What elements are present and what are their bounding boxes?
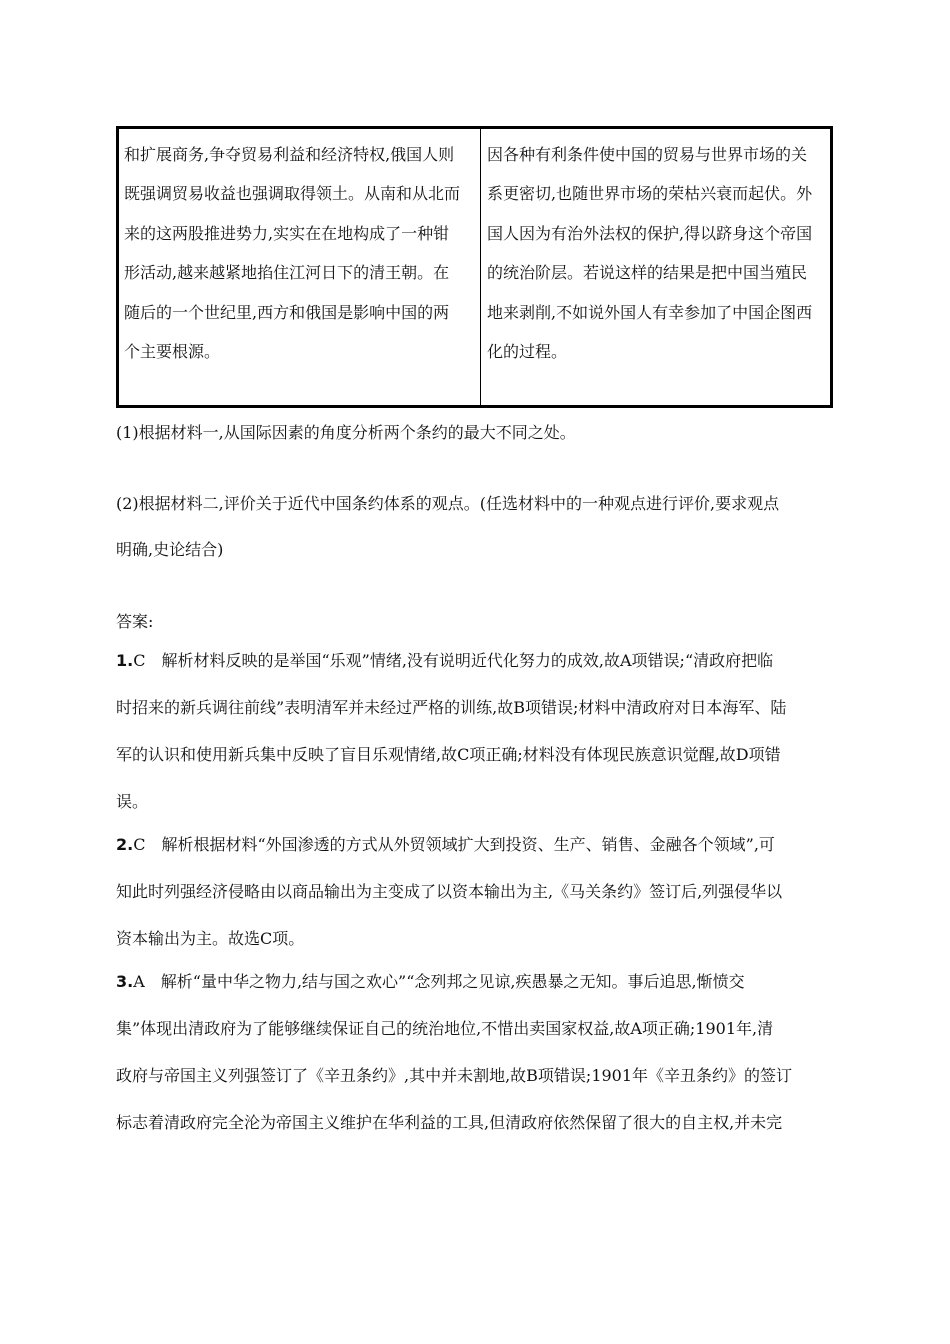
table-line: 系更密切,也随世界市场的荣枯兴衰而起伏。外	[487, 184, 813, 204]
table-line: 因各种有利条件使中国的贸易与世界市场的关	[487, 145, 808, 164]
answer-3-number: 3.	[116, 972, 134, 991]
answer-1-line: 军的认识和使用新兵集中反映了盲目乐观情绪,故C项正确;材料没有体现民族意识觉醒,故D项错	[116, 745, 781, 764]
table-cell-left	[119, 129, 481, 405]
table-line: 形活动,越来越紧地掐住江河日下的清王朝。在	[124, 263, 450, 283]
material-table	[116, 126, 833, 408]
question-2-line1: (2)根据材料二,评价关于近代中国条约体系的观点。(任选材料中的一种观点进行评价,要求观点	[116, 494, 780, 513]
answer-1-line: 1.C 解析材料反映的是举国“乐观”情绪,没有说明近代化努力的成效,故A项错误;“清政府把临	[116, 651, 774, 670]
table-line: 来的这两股推进势力,实实在在地构成了一种钳	[124, 223, 450, 243]
table-line: 国人因为有治外法权的保护,得以跻身这个帝国	[487, 223, 813, 243]
answer-3-line: 集”体现出清政府为了能够继续保证自己的统治地位,不惜出卖国家权益,故A项正确;1901年,清	[116, 1019, 774, 1038]
question-2-line2: 明确,史论结合)	[116, 540, 224, 559]
table-line: 随后的一个世纪里,西方和俄国是影响中国的两	[124, 302, 450, 322]
table-line: 既强调贸易收益也强调取得领土。从南和从北而	[124, 184, 461, 204]
table-line: 个主要根源。	[124, 342, 221, 362]
answer-1-line: 时招来的新兵调往前线”表明清军并未经过严格的训练,故B项错误;材料中清政府对日本海军、陆	[116, 698, 787, 717]
answer-2-line: 资本输出为主。故选C项。	[116, 929, 305, 948]
table-line: 和扩展商务,争夺贸易利益和经济特权,俄国人则	[124, 145, 455, 164]
answer-1-line: 误。	[116, 792, 149, 811]
answer-2-line: 2.C 解析根据材料“外国渗透的方式从外贸领域扩大到投资、生产、销售、金融各个领域”,可	[116, 835, 775, 854]
answers-label: 答案:	[116, 612, 154, 631]
answer-3-line: 3.A 解析“量中华之物力,结与国之欢心”“念列邦之见谅,疾愚暴之无知。事后追思,惭愤交	[116, 972, 745, 991]
question-1: (1)根据材料一,从国际因素的角度分析两个条约的最大不同之处。	[116, 423, 576, 442]
table-line: 地来剥削,不如说外国人有幸参加了中国企图西	[487, 302, 813, 322]
table-line: 的统治阶层。若说这样的结果是把中国当殖民	[487, 263, 808, 283]
answer-2-line: 知此时列强经济侵略由以商品输出为主变成了以资本输出为主,《马关条约》签订后,列强侵华以	[116, 882, 783, 901]
answer-3-line: 政府与帝国主义列强签订了《辛丑条约》,其中并未割地,故B项错误;1901年《辛丑条约》的签订	[116, 1066, 793, 1085]
table-cell-right	[481, 129, 830, 405]
table-line: 化的过程。	[487, 342, 568, 362]
answer-3-line: 标志着清政府完全沦为帝国主义维护在华利益的工具,但清政府依然保留了很大的自主权,并未完	[116, 1113, 783, 1132]
answer-1-number: 1.	[116, 651, 134, 670]
answer-2-number: 2.	[116, 835, 134, 854]
